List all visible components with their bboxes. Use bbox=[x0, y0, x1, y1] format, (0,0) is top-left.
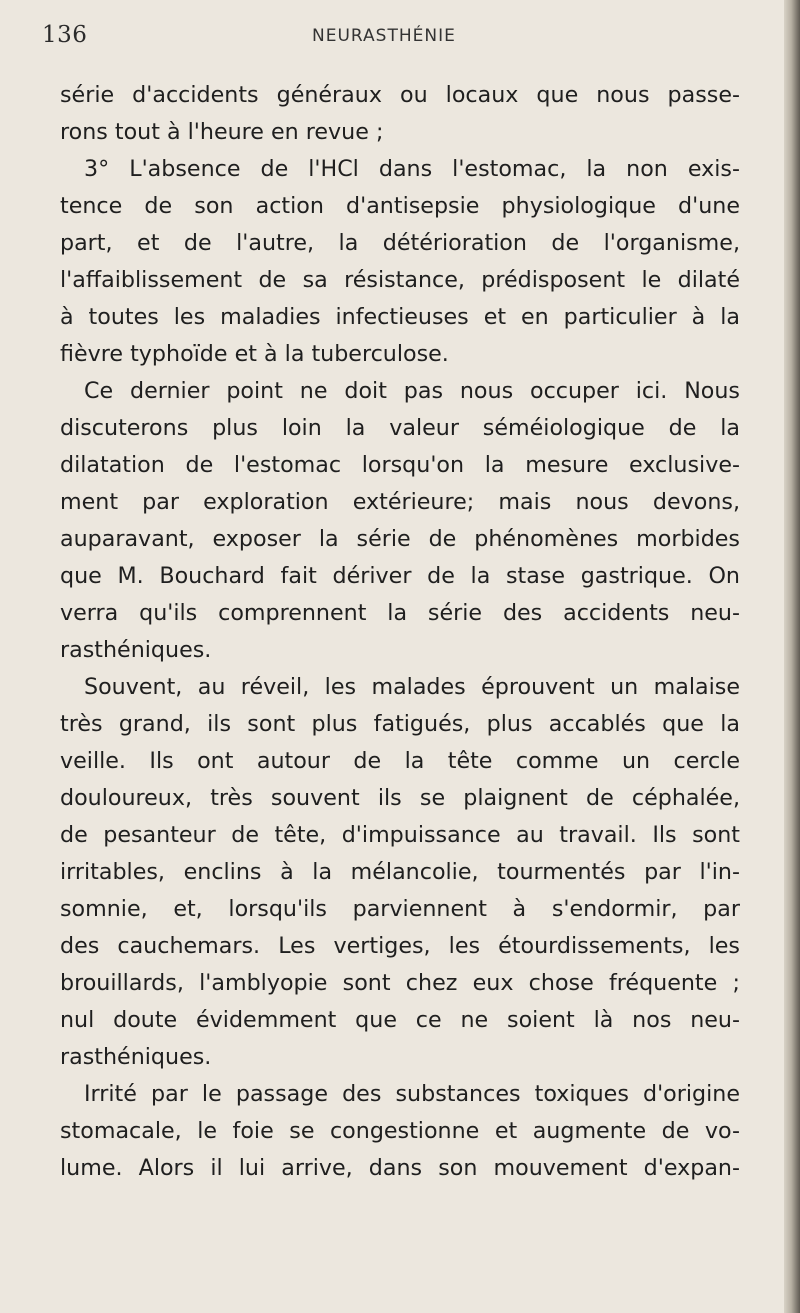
text-line: nul doute évidemment que ce ne soient là nos neu- bbox=[60, 1007, 740, 1033]
text-line: fièvre typhoïde et à la tuberculose. bbox=[60, 341, 449, 367]
text-line: discuterons plus loin la valeur séméiologique de la bbox=[60, 415, 740, 441]
page-number: 136 bbox=[42, 22, 88, 48]
text-line: que M. Bouchard fait dériver de la stase gastrique. On bbox=[60, 563, 740, 589]
text-line: l'affaiblissement de sa résistance, prédisposent le dilaté bbox=[60, 267, 740, 293]
text-line: dilatation de l'estomac lorsqu'on la mesure exclusive- bbox=[60, 452, 740, 478]
text-line: rasthéniques. bbox=[60, 1044, 212, 1070]
text-line: rasthéniques. bbox=[60, 637, 212, 663]
text-line: Souvent, au réveil, les malades éprouvent un malaise bbox=[84, 674, 740, 700]
text-line: série d'accidents généraux ou locaux que nous passe- bbox=[60, 82, 740, 108]
page-edge-shadow bbox=[784, 0, 800, 1313]
text-line: Ce dernier point ne doit pas nous occuper ici. Nous bbox=[84, 378, 740, 404]
text-line: très grand, ils sont plus fatigués, plus accablés que la bbox=[60, 711, 740, 737]
text-line: stomacale, le foie se congestionne et augmente de vo- bbox=[60, 1118, 740, 1144]
text-line: des cauchemars. Les vertiges, les étourdissements, les bbox=[60, 933, 740, 959]
page-header bbox=[0, 22, 800, 58]
text-line: à toutes les maladies infectieuses et en particulier à la bbox=[60, 304, 740, 330]
running-title: NEURASTHÉNIE bbox=[312, 26, 456, 46]
text-line: Irrité par le passage des substances toxiques d'origine bbox=[84, 1081, 740, 1107]
text-line: auparavant, exposer la série de phénomènes morbides bbox=[60, 526, 740, 552]
text-line: somnie, et, lorsqu'ils parviennent à s'endormir, par bbox=[60, 896, 740, 922]
text-line: irritables, enclins à la mélancolie, tourmentés par l'in- bbox=[60, 859, 740, 885]
text-line: veille. Ils ont autour de la tête comme un cercle bbox=[60, 748, 740, 774]
text-line: de pesanteur de tête, d'impuissance au travail. Ils sont bbox=[60, 822, 740, 848]
text-line: lume. Alors il lui arrive, dans son mouvement d'expan- bbox=[60, 1155, 740, 1181]
text-line: verra qu'ils comprennent la série des accidents neu- bbox=[60, 600, 740, 626]
text-line: tence de son action d'antisepsie physiologique d'une bbox=[60, 193, 740, 219]
body-text bbox=[60, 77, 740, 1187]
text-line: douloureux, très souvent ils se plaignent de céphalée, bbox=[60, 785, 740, 811]
text-line: part, et de l'autre, la détérioration de l'organisme, bbox=[60, 230, 740, 256]
text-line: rons tout à l'heure en revue ; bbox=[60, 119, 384, 145]
text-line: brouillards, l'amblyopie sont chez eux chose fréquente ; bbox=[60, 970, 740, 996]
text-line: ment par exploration extérieure; mais nous devons, bbox=[60, 489, 740, 515]
text-line: 3° L'absence de l'HCl dans l'estomac, la non exis- bbox=[84, 156, 740, 182]
